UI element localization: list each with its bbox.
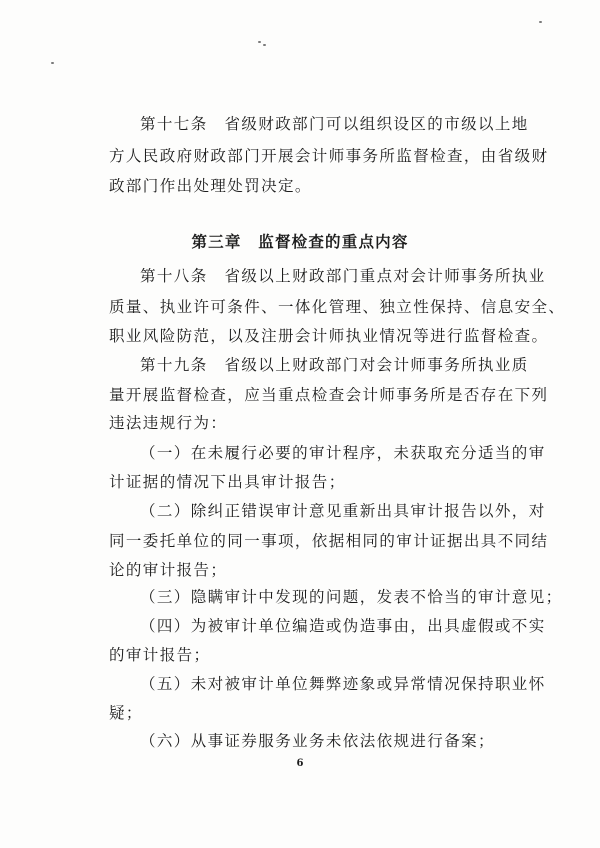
- item-3-line-1: （三）隐瞒审计中发现的问题，发表不恰当的审计意见；: [140, 588, 563, 606]
- item-6-line-1: （六）从事证券服务业务未依法依规进行备案；: [140, 732, 495, 750]
- article-18-line-3: 职业风险防范，以及注册会计师执业情况等进行监督检查。: [109, 327, 549, 345]
- article-18-line-1: 第十八条 省级以上财政部门重点对会计师事务所执业: [140, 267, 546, 285]
- page-number: 6: [296, 758, 304, 769]
- article-17-line-1: 第十七条 省级财政部门可以组织设区的市级以上地: [140, 115, 529, 133]
- item-1-line-1: （一）在未履行必要的审计程序，未获取充分适当的审: [140, 444, 546, 462]
- scan-speck: [539, 21, 542, 23]
- item-5-line-1: （五）未对被审计单位舞弊迹象或异常情况保持职业怀: [140, 675, 546, 693]
- article-19-line-3: 违法违规行为：: [109, 414, 228, 432]
- item-4-line-2: 的审计报告；: [109, 646, 211, 664]
- scan-speck: [258, 41, 261, 43]
- article-18-line-2: 质量、执业许可条件、一体化管理、独立性保持、信息安全、: [109, 298, 566, 316]
- item-2-line-3: 论的审计报告；: [109, 561, 228, 579]
- article-19-line-2: 量开展监督检查，应当重点检查会计师事务所是否存在下列: [109, 386, 549, 404]
- scan-speck: [263, 44, 266, 46]
- chapter-heading: 第三章 监督检查的重点内容: [191, 233, 409, 251]
- item-2-line-2: 同一委托单位的同一事项，依据相同的审计证据出具不同结: [109, 532, 549, 550]
- article-17-line-3: 政部门作出处理处罚决定。: [109, 177, 312, 195]
- item-2-line-1: （二）除纠正错误审计意见重新出具审计报告以外，对: [140, 502, 546, 520]
- scan-speck: [51, 62, 54, 64]
- item-4-line-1: （四）为被审计单位编造或伪造事由，出具虚假或不实: [140, 617, 546, 635]
- item-1-line-2: 计证据的情况下出具审计报告；: [109, 473, 346, 491]
- article-19-line-1: 第十九条 省级以上财政部门对会计师事务所执业质: [140, 356, 529, 374]
- article-17-line-2: 方人民政府财政部门开展会计师事务所监督检查，由省级财: [109, 147, 549, 165]
- item-5-line-2: 疑；: [109, 704, 143, 722]
